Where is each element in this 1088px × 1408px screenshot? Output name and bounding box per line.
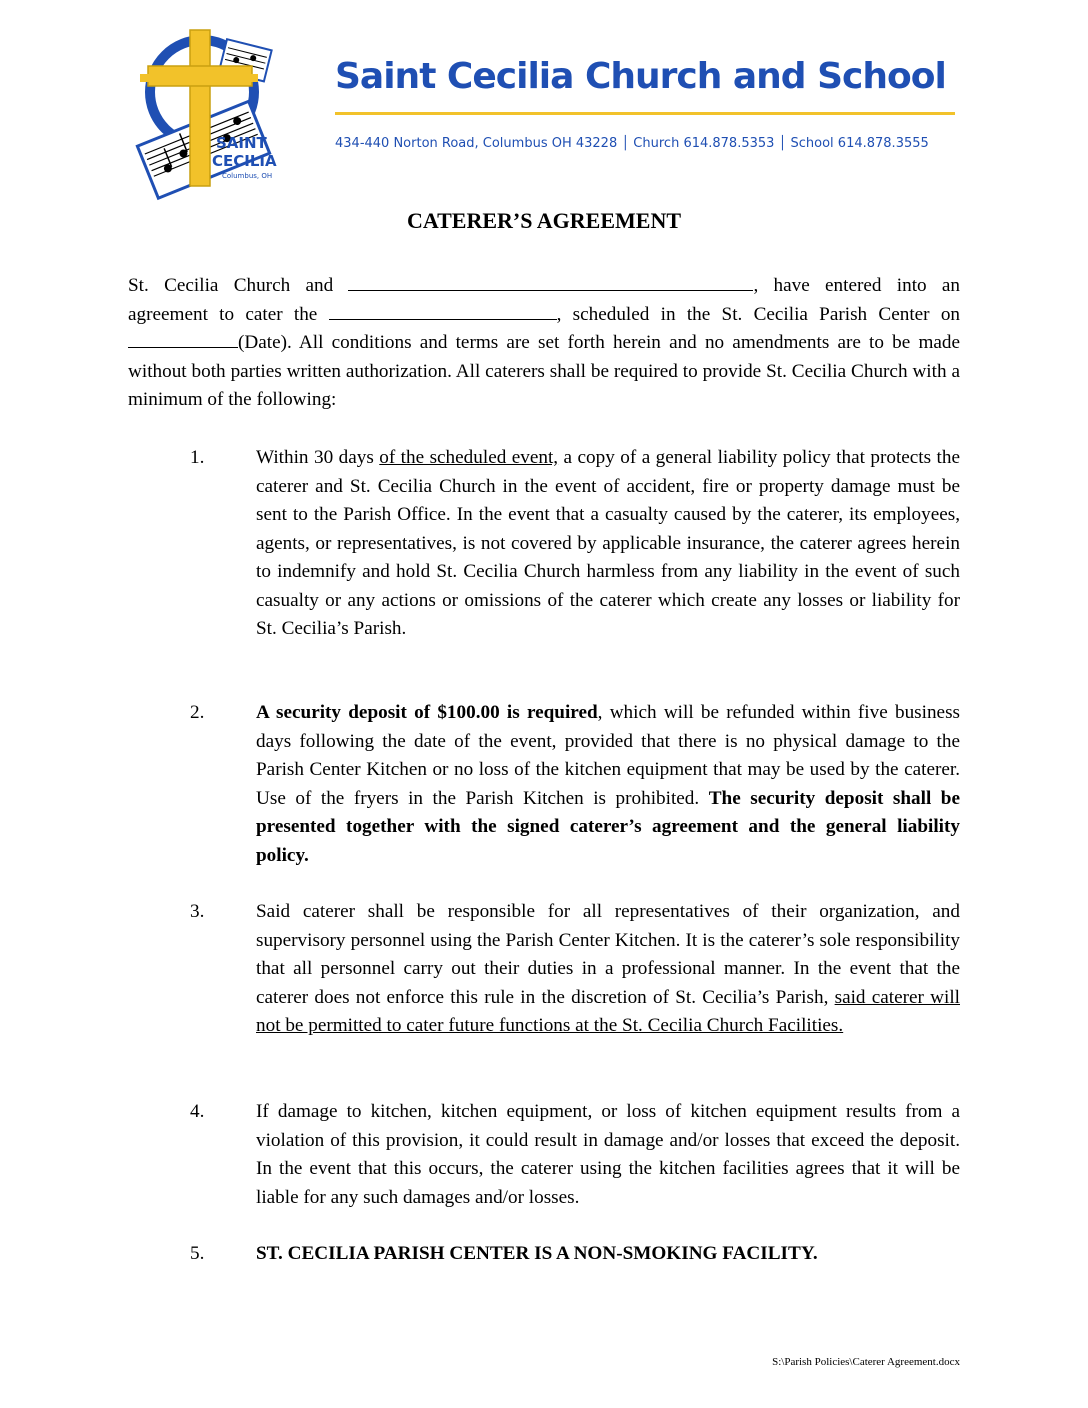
list-item-text <box>256 1240 960 1269</box>
item-2-bold-tail: The security deposit shall be presented together with the signed caterer’s agreement and the general liability policy. <box>256 787 960 866</box>
logo-text-location: Columbus, OH <box>222 172 273 180</box>
list-item-text <box>256 444 960 644</box>
intro-text-4: (Date). All conditions and terms are set forth herein and no amendments are to be made without both parties written authorization. All caterers shall be required to provide St. Cecilia Church with a minimum of the following: <box>128 332 960 410</box>
caterer-name-blank <box>348 273 753 291</box>
letterhead-address: 434-440 Norton Road, Columbus OH 43228 │ Church 614.878.5353 │ School 614.878.3555 <box>335 136 929 151</box>
item-3-underlined: said caterer will not be permitted to cater future functions at the St. Cecilia Church Facilities. <box>256 986 960 1036</box>
church-logo <box>132 26 292 202</box>
letterhead-title: Saint Cecilia Church and School <box>335 56 946 97</box>
document-title: CATERER’S AGREEMENT <box>406 208 682 233</box>
list-item-number: 3. <box>190 901 205 922</box>
item-1-text-a: Within 30 days <box>256 447 380 468</box>
list-item-number: 2. <box>190 702 205 723</box>
logo-text-saint: SAINT <box>216 134 267 152</box>
item-4-text: If damage to kitchen, kitchen equipment, or loss of kitchen equipment results from a violation of this provision, it could result in damage and/or losses that exceed the deposit. In the event that this occurs, the caterer using the kitchen facilities agrees that it will be liable for any such damages and/or losses. <box>256 1101 960 1208</box>
list-item-number: 5. <box>190 1243 205 1264</box>
intro-text-2: , have entered into an agreement to cater the <box>128 275 961 325</box>
letterhead-divider <box>335 112 955 115</box>
item-1-text-c: a copy of a general liability policy that protects the caterer and St. Cecilia Church in the event of accident, fire or property damage must be sent to the Parish Office. In the event that a casualty caused by the caterer, its employees, agents, or representatives, is not covered by applicable insurance, the caterer agrees herein to indemnify and hold St. Cecilia Church harmless from any liability in the event of such casualty or any actions or omissions of the caterer which create any losses or liability for St. Cecilia’s Parish. <box>256 447 961 639</box>
date-blank <box>128 330 238 348</box>
item-1-underlined: of the scheduled event, <box>379 447 559 468</box>
item-2-text: , which will be refunded within five business days following the date of the event, provided that there is no physical damage to the Parish Center Kitchen or no loss of the kitchen equipment that may be used by the caterer. Use of the fryers in the Parish Kitchen is prohibited. <box>256 702 961 809</box>
cross-music-logo-icon <box>132 26 292 202</box>
list-item-text <box>256 699 960 870</box>
list-item-number: 4. <box>190 1101 205 1122</box>
list-item-text <box>256 898 960 1041</box>
list-item-number: 1. <box>190 447 205 468</box>
item-3-text: Said caterer shall be responsible for all representatives of their organization, and supervisory personnel using the Parish Center Kitchen. It is the caterer’s sole responsibility that all personnel carry out their duties in a professional manner. In the event that the caterer does not enforce this rule in the discretion of St. Cecilia’s Parish, <box>256 901 960 1008</box>
intro-text-3: , scheduled in the St. Cecilia Parish Center on <box>556 303 961 325</box>
intro-paragraph <box>128 272 960 415</box>
footer-file-path: S:\Parish Policies\Caterer Agreement.docx <box>772 1356 960 1368</box>
item-5-bold-text: ST. CECILIA PARISH CENTER IS A NON-SMOKING FACILITY. <box>256 1243 818 1264</box>
event-name-blank <box>329 302 557 320</box>
logo-text-cecilia: CECILIA <box>212 152 277 170</box>
list-item-text <box>256 1098 960 1212</box>
item-2-bold-lead: A security deposit of $100.00 is required <box>256 702 598 723</box>
intro-text-1: St. Cecilia Church and <box>128 275 334 296</box>
